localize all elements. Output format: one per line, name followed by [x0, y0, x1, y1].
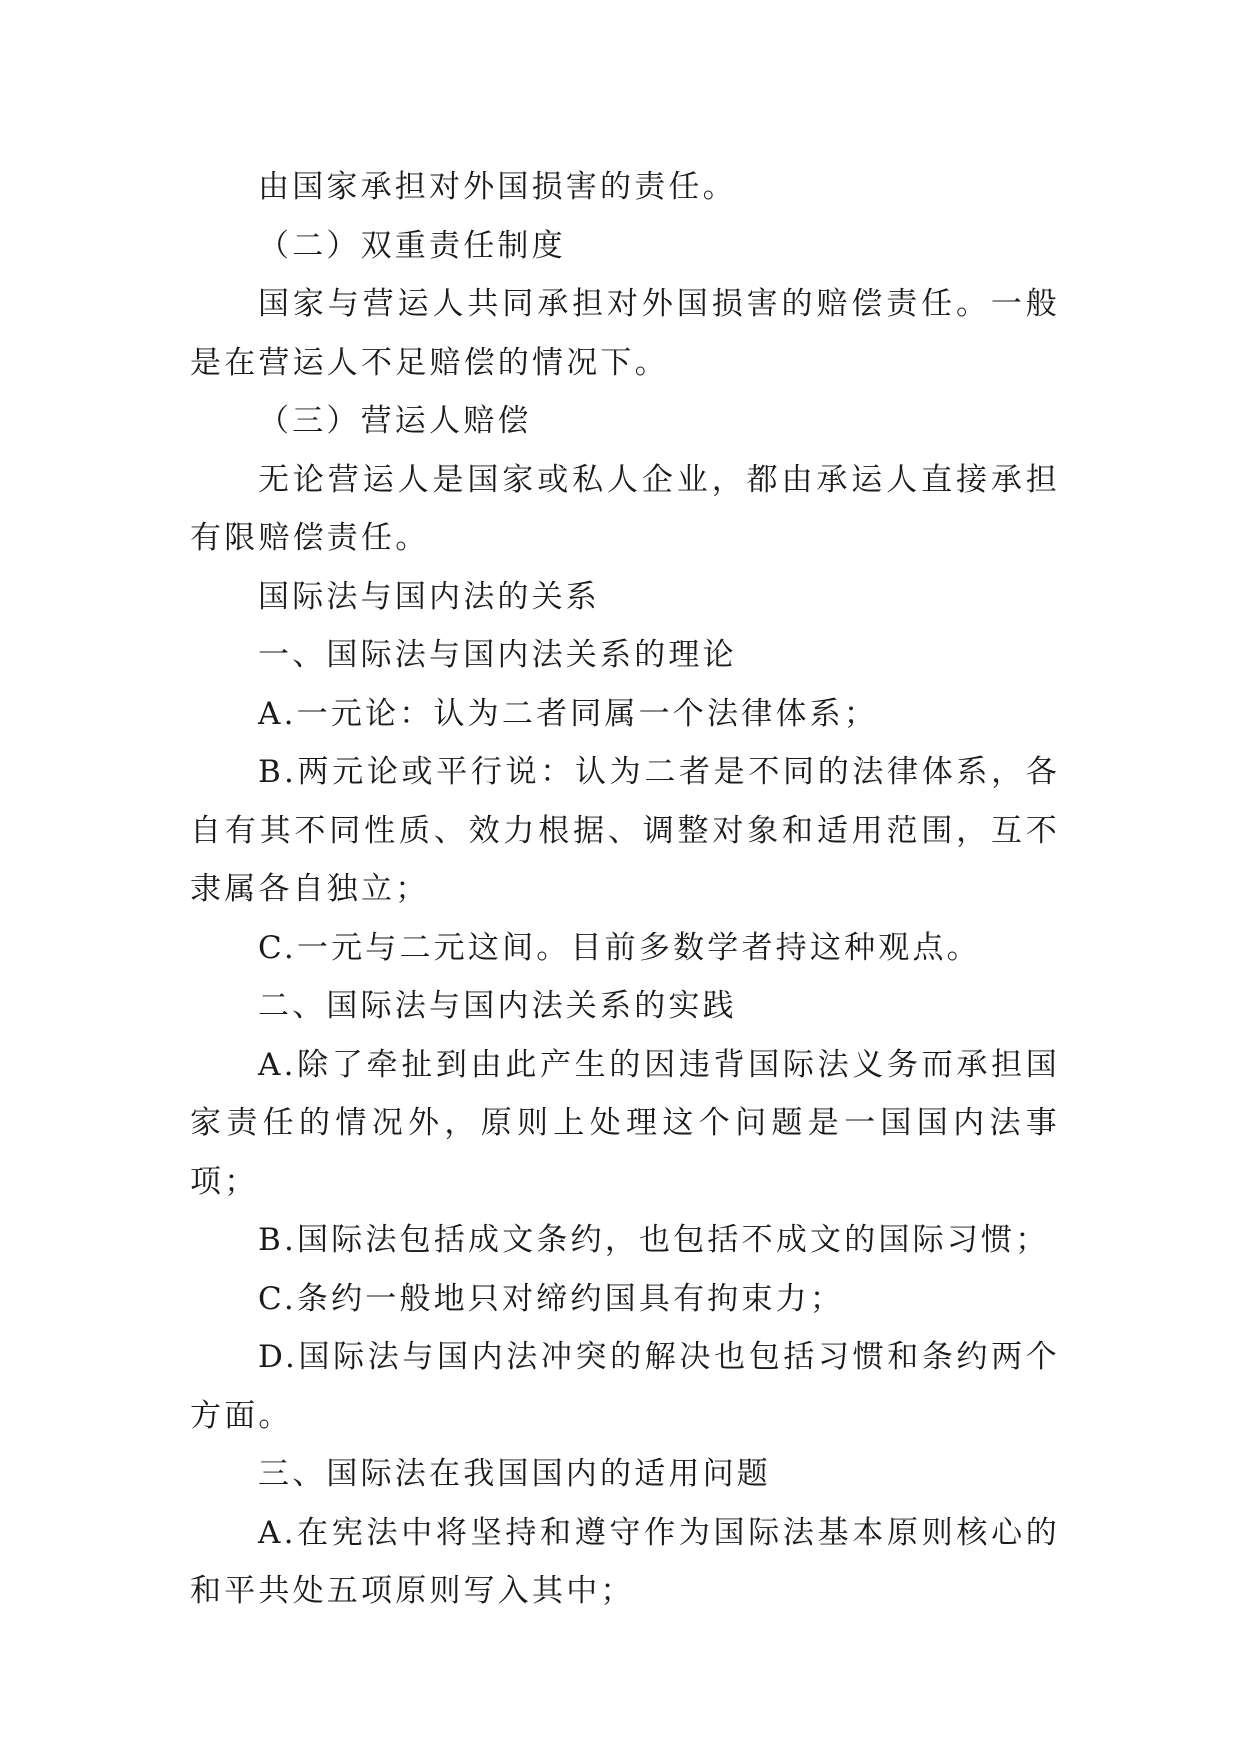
list-item: A.一元论：认为二者同属一个法律体系；: [258, 695, 879, 732]
section-heading: （二）双重责任制度: [258, 227, 566, 264]
paragraph: 无论营运人是国家或私人企业，都由承运人直接承担有限赔偿责任。: [190, 461, 1060, 556]
section-heading: 三、国际法在我国国内的适用问题: [258, 1456, 771, 1492]
section-heading: 二、国际法与国内法关系的实践: [258, 988, 737, 1024]
paragraph: 国家与营运人共同承担对外国损害的赔偿责任。一般是在营运人不足赔偿的情况下。: [190, 286, 1060, 381]
list-item: A.在宪法中将坚持和遵守作为国际法基本原则核心的和平共处五项原则写入其中；: [190, 1514, 1060, 1609]
list-item: B.两元论或平行说：认为二者是不同的法律体系，各自有其不同性质、效力根据、调整对象和适用范围，互不隶属各自独立；: [190, 754, 1060, 907]
chapter-heading: 国际法与国内法的关系: [258, 578, 600, 615]
list-item: D.国际法与国内法冲突的解决也包括习惯和条约两个方面。: [190, 1339, 1060, 1434]
list-item: C.条约一般地只对缔约国具有拘束力；: [258, 1280, 845, 1317]
list-item: C.一元与二元这间。目前多数学者持这种观点。: [258, 929, 981, 966]
section-heading: （三）营运人赔偿: [258, 403, 532, 439]
section-heading: 一、国际法与国内法关系的理论: [258, 637, 737, 673]
list-item: B.国际法包括成文条约，也包括不成文的国际习惯；: [258, 1222, 1050, 1258]
list-item: A.除了牵扯到由此产生的因违背国际法义务而承担国家责任的情况外，原则上处理这个问题是一国国内法事项；: [190, 1046, 1060, 1200]
document-body: [190, 158, 1060, 1621]
paragraph: 由国家承担对外国损害的责任。: [258, 169, 737, 205]
